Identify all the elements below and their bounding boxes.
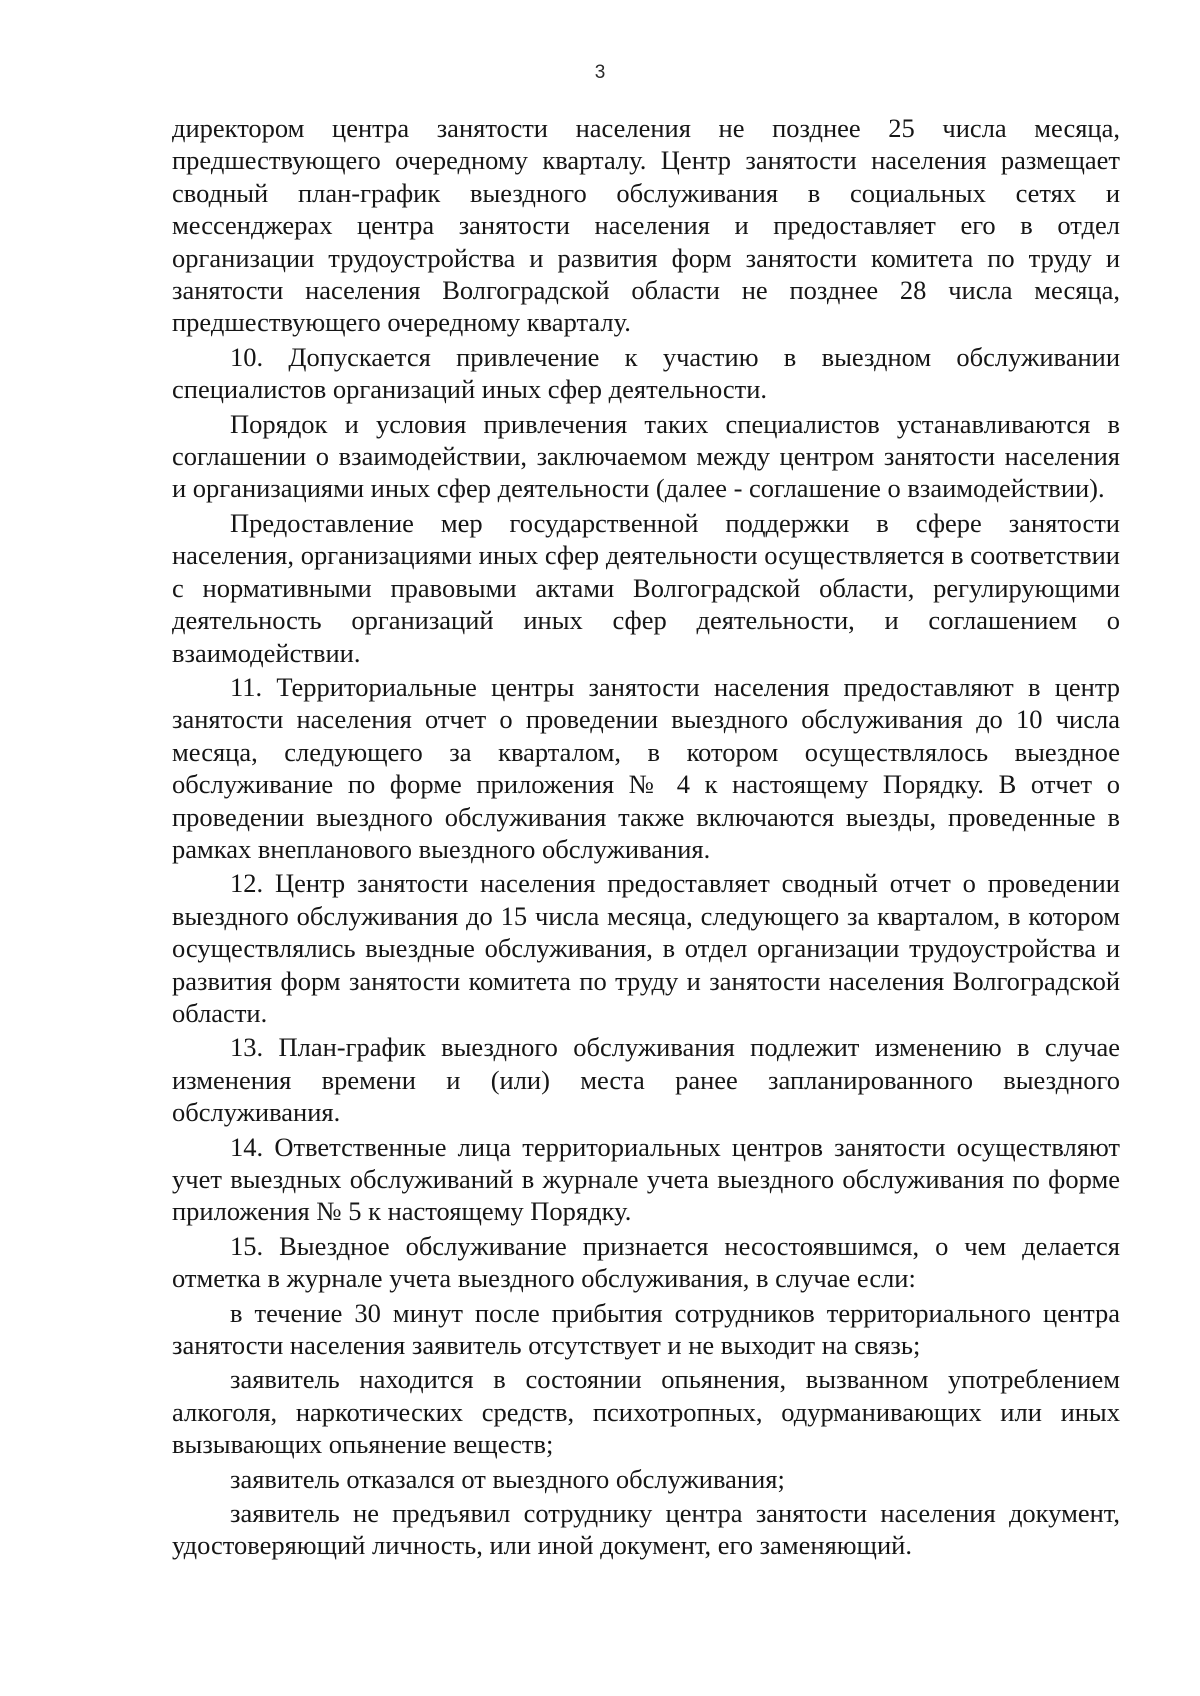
- document-body: [172, 112, 1120, 1564]
- paragraph-item-15: 15. Выездное обслуживание признается несостоявшимся, о чем делается отметка в журнале учета выездного обслуживания, в случае если:: [172, 1230, 1120, 1294]
- paragraph-item-13: 13. План-график выездного обслуживания подлежит изменению в случае изменения времени и (или) места ранее запланированного выездного обслуживания.: [172, 1032, 1120, 1128]
- paragraph-item-14: 14. Ответственные лица территориальных центров занятости осуществляют учет выездных обслуживаний в журнале учета выездного обслуживания по форме приложения № 5 к настоящему Порядку.: [172, 1131, 1120, 1227]
- paragraph-condition-refused: заявитель отказался от выездного обслуживания;: [230, 1463, 785, 1494]
- paragraph-item-10: 10. Допускается привлечение к участию в выездном обслуживании специалистов организаций иных сфер деятельности.: [172, 341, 1120, 405]
- paragraph-procedure-conditions: Порядок и условия привлечения таких специалистов устанавливаются в соглашении о взаимодействии, заключаемом между центром занятости населения и организациями иных сфер деятельности (далее - соглашение о взаимодействии).: [172, 408, 1120, 504]
- paragraph-condition-no-document: заявитель не предъявил сотруднику центра занятости населения документ, удостоверяющий личность, или иной документ, его заменяющий.: [172, 1498, 1120, 1561]
- paragraph-state-support: Предоставление мер государственной поддержки в сфере занятости населения, организациями иных сфер деятельности осуществляется в соответствии с нормативными правовыми актами Волгоградской области, регулирующими деятельность организаций иных сфер деятельности, и соглашением о взаимодействии.: [172, 507, 1120, 668]
- paragraph-condition-absent: в течение 30 минут после прибытия сотрудников территориального центра занятости населения заявитель отсутствует и не выходит на связь;: [172, 1297, 1120, 1361]
- paragraph-continuation: директором центра занятости населения не позднее 25 числа месяца, предшествующего очередному кварталу. Центр занятости населения размещает сводный план-график выездного обслуживания в социальных сетях и мессенджерах центра занятости населения и предоставляет его в отдел организации трудоустройства и развития форм занятости комитета по труду и занятости населения Волгоградской области не позднее 28 числа месяца, предшествующего очередному кварталу.: [172, 113, 1120, 338]
- paragraph-item-11: 11. Территориальные центры занятости населения предоставляют в центр занятости населения отчет о проведении выездного обслуживания до 10 числа месяца, следующего за кварталом, в котором осуществлялось выездное обслуживание по форме приложения № 4 к настоящему Порядку. В отчет о проведении выездного обслуживания также включаются выезды, проведенные в рамках внепланового выездного обслуживания.: [172, 671, 1120, 864]
- page-number: 3: [594, 62, 606, 83]
- paragraph-item-12: 12. Центр занятости населения предоставляет сводный отчет о проведении выездного обслуживания до 15 числа месяца, следующего за кварталом, в котором осуществлялись выездные обслуживания, в отдел организации трудоустройства и развития форм занятости комитета по труду и занятости населения Волгоградской области.: [172, 868, 1120, 1028]
- paragraph-condition-intoxication: заявитель находится в состоянии опьянения, вызванном употреблением алкоголя, наркотических средств, психотропных, одурманивающих или иных вызывающих опьянение веществ;: [172, 1364, 1120, 1460]
